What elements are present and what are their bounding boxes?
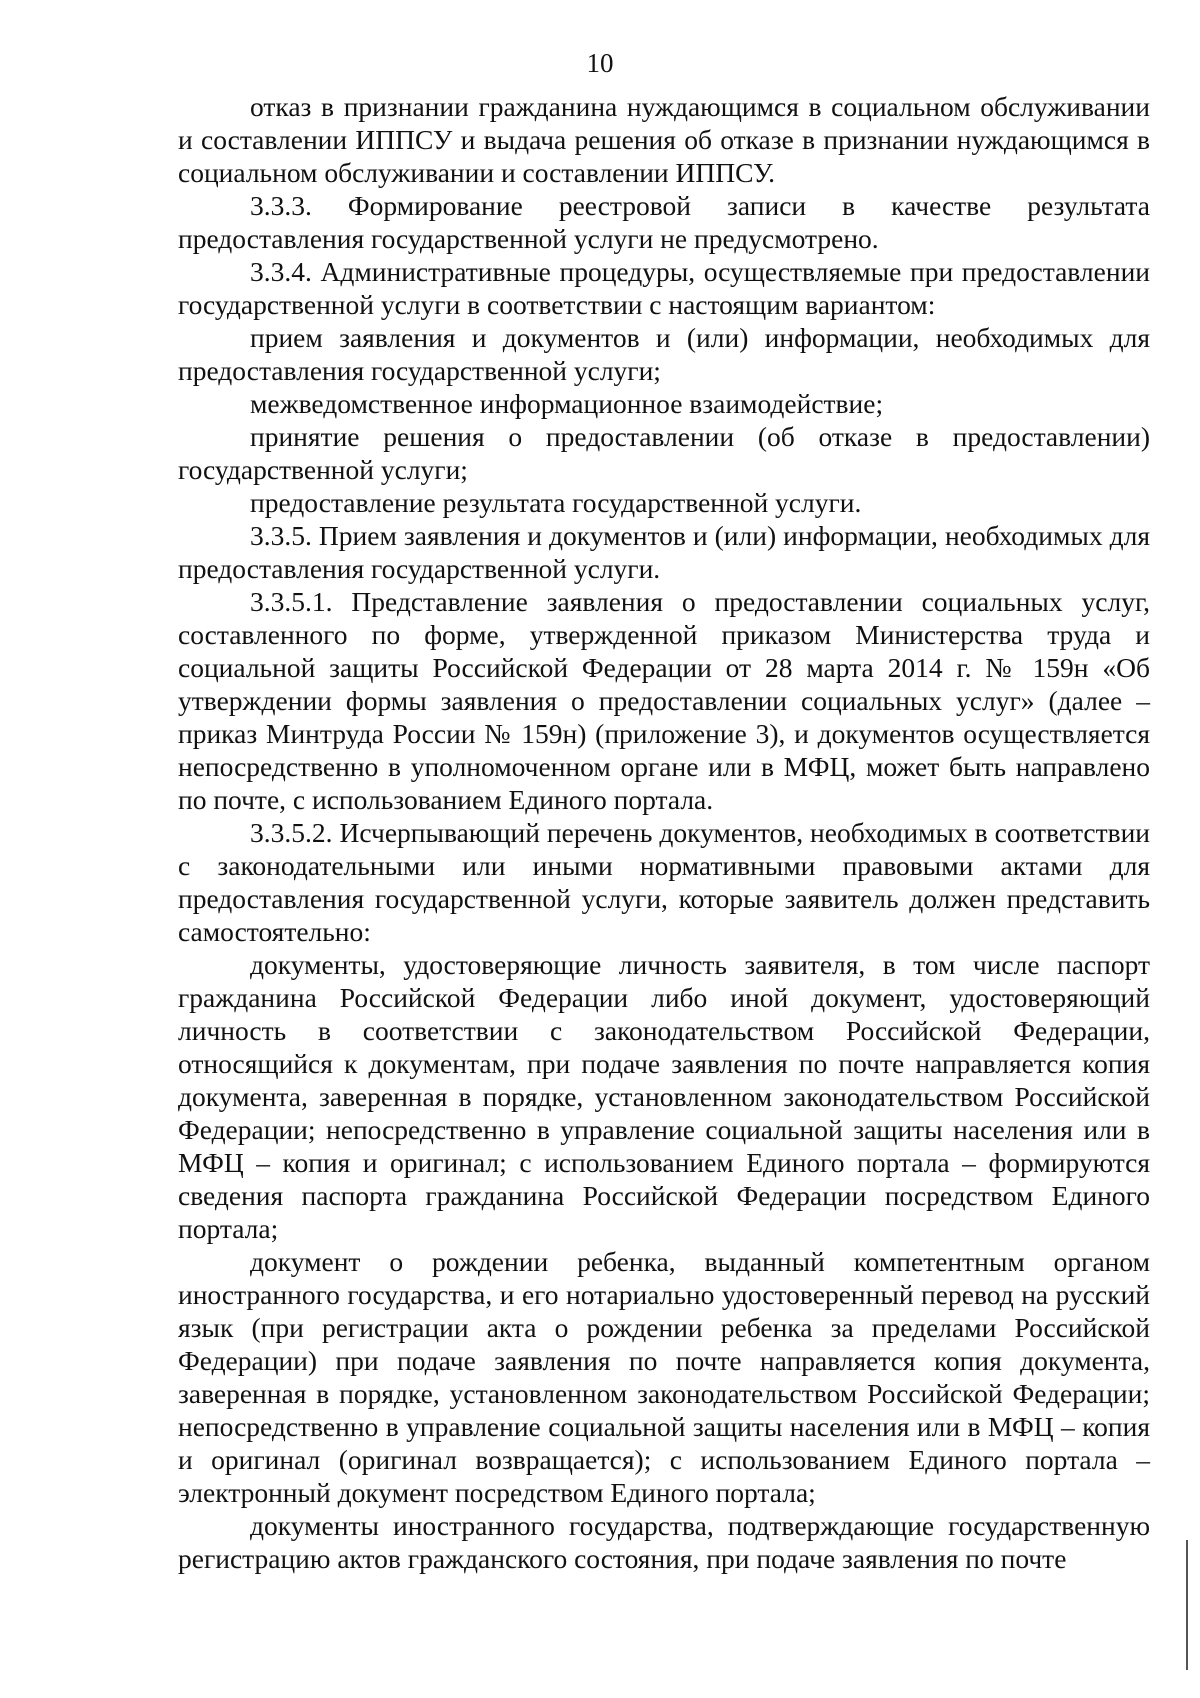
- paragraph: отказ в признании гражданина нуждающимся в социальном обслуживании и составлении ИППСУ и выдача решения об отказе в признании нуждающимся в социальном обслуживании и составлении ИППСУ.: [178, 91, 1150, 188]
- paragraph: документы, удостоверяющие личность заявителя, в том числе паспорт гражданина Российской Федерации либо иной документ, удостоверяющий личность в соответствии с законодательством Российской Федерации, относящийся к документам, при подаче заявления по почте направляется копия документа, заверенная в порядке, установленном законодательством Российской Федерации; непосредственно в управление социальной защиты населения или в МФЦ – копия и оригинал; с использованием Единого портала – формируются сведения паспорта гражданина Российской Федерации посредством Единого портала;: [178, 949, 1150, 1244]
- page-number: 10: [586, 48, 614, 78]
- paragraph: 3.3.4. Административные процедуры, осуществляемые при предоставлении государственной услуги в соответствии с настоящим вариантом:: [178, 256, 1150, 320]
- paragraph: 3.3.5.2. Исчерпывающий перечень документов, необходимых в соответствии с законодательными или иными нормативными правовыми актами для предоставления государственной услуги, которые заявитель должен представить самостоятельно:: [178, 817, 1150, 947]
- paragraph: принятие решения о предоставлении (об отказе в предоставлении) государственной услуги;: [178, 421, 1150, 485]
- paragraph: прием заявления и документов и (или) информации, необходимых для предоставления государственной услуги;: [178, 322, 1150, 386]
- paragraph: документы иностранного государства, подтверждающие государственную регистрацию актов гражданского состояния, при подаче заявления по почте: [178, 1510, 1150, 1574]
- document-body: [178, 90, 1150, 1575]
- paragraph: 3.3.3. Формирование реестровой записи в качестве результата предоставления государственной услуги не предусмотрено.: [178, 190, 1150, 254]
- paragraph: межведомственное информационное взаимодействие;: [250, 388, 884, 419]
- paragraph: 3.3.5.1. Представление заявления о предоставлении социальных услуг, составленного по форме, утвержденной приказом Министерства труда и социальной защиты Российской Федерации от 28 марта 2014 г. № 159н «Об утверждении формы заявления о предоставлении социальных услуг» (далее – приказ Минтруда России № 159н) (приложение 3), и документов осуществляется непосредственно в уполномоченном органе или в МФЦ, может быть направлено по почте, с использованием Единого портала.: [178, 586, 1150, 815]
- scan-edge-mark: [1186, 1540, 1188, 1670]
- paragraph: 3.3.5. Прием заявления и документов и (или) информации, необходимых для предоставления государственной услуги.: [178, 520, 1150, 584]
- paragraph: документ о рождении ребенка, выданный компетентным органом иностранного государства, и его нотариально удостоверенный перевод на русский язык (при регистрации акта о рождении ребенка за пределами Российской Федерации) при подаче заявления по почте направляется копия документа, заверенная в порядке, установленном законодательством Российской Федерации; непосредственно в управление социальной защиты населения или в МФЦ – копия и оригинал (оригинал возвращается); с использованием Единого портала – электронный документ посредством Единого портала;: [178, 1246, 1150, 1508]
- paragraph: предоставление результата государственной услуги.: [250, 487, 862, 518]
